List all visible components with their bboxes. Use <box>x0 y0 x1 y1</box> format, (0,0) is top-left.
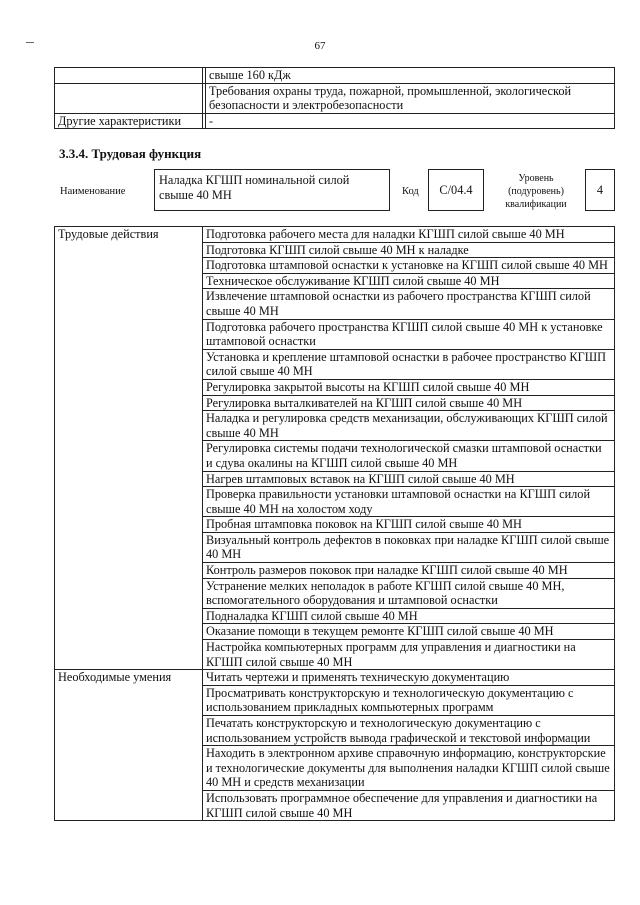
function-name-box: Наладка КГШП номинальной силой свыше 40 МН <box>154 169 390 211</box>
labor-actions-item: Устранение мелких неполадок в работе КГШП силой свыше 40 МН, вспомогательного оборудования и штамповой оснастки <box>203 578 615 608</box>
row-text: - <box>206 113 615 129</box>
table-row <box>55 83 615 113</box>
labor-actions-label: Трудовые действия <box>55 227 203 670</box>
skills-label: Необходимые умения <box>55 670 203 821</box>
labor-actions-item: Подналадка КГШП силой свыше 40 МН <box>203 608 615 624</box>
skills-item: Просматривать конструкторскую и технологическую документацию с использованием прикладных компьютерных программ <box>203 685 615 715</box>
labor-actions-item: Оказание помощи в текущем ремонте КГШП силой свыше 40 МН <box>203 624 615 640</box>
labor-actions-item: Техническое обслуживание КГШП силой свыше 40 МН <box>203 273 615 289</box>
row-text: свыше 160 кДж <box>206 68 615 84</box>
labor-actions-item: Проверка правильности установки штамповой оснастки на КГШП силой свыше 40 МН на холостом ходу <box>203 487 615 517</box>
page-number: 67 <box>314 40 326 52</box>
labor-function-table <box>54 226 615 821</box>
labor-actions-item: Наладка и регулировка средств механизации, обслуживающих КГШП силой свыше 40 МН <box>203 411 615 441</box>
level-value-box: 4 <box>585 169 615 211</box>
table-row <box>55 227 615 243</box>
labor-actions-item: Настройка компьютерных программ для управления и диагностики на КГШП силой свыше 40 МН <box>203 640 615 670</box>
labor-actions-item: Контроль размеров поковок при наладке КГШП силой свыше 40 МН <box>203 563 615 579</box>
table-row <box>55 113 615 129</box>
row-label <box>55 83 203 113</box>
name-label: Наименование <box>60 186 126 197</box>
code-value-box: С/04.4 <box>428 169 484 211</box>
row-label <box>55 68 203 84</box>
labor-actions-item: Подготовка рабочего места для наладки КГШП силой свыше 40 МН <box>203 227 615 243</box>
section-title: 3.3.4. Трудовая функция <box>59 146 202 161</box>
skills-item: Печатать конструкторскую и технологическую документацию с использованием устройств вывода графической и текстовой информации <box>203 716 615 746</box>
labor-actions-item: Регулировка закрытой высоты на КГШП силой свыше 40 МН <box>203 379 615 395</box>
code-label: Код <box>402 186 419 197</box>
skills-item: Читать чертежи и применять техническую документацию <box>203 670 615 686</box>
labor-actions-item: Установка и крепление штамповой оснастки в рабочее пространство КГШП силой свыше 40 МН <box>203 349 615 379</box>
skills-item: Находить в электронном архиве справочную информацию, конструкторские и технологические документы для выполнения наладки КГШП силой свыше 40 МН и средств механизации <box>203 746 615 791</box>
level-label <box>494 172 578 211</box>
table-row <box>55 670 615 686</box>
labor-actions-item: Визуальный контроль дефектов в поковках при наладке КГШП силой свыше 40 МН <box>203 532 615 562</box>
labor-actions-item: Подготовка штамповой оснастки к установке на КГШП силой свыше 40 МН <box>203 258 615 274</box>
table-row <box>55 68 615 84</box>
labor-actions-item: Извлечение штамповой оснастки из рабочего пространства КГШП силой свыше 40 МН <box>203 289 615 319</box>
level-label-line: Уровень <box>518 173 554 184</box>
skills-item: Использовать программное обеспечение для управления и диагностики на КГШП силой свыше 40 МН <box>203 790 615 820</box>
labor-actions-item: Пробная штамповка поковок на КГШП силой свыше 40 МН <box>203 517 615 533</box>
labor-actions-item: Подготовка рабочего пространства КГШП силой свыше 40 МН к установке штамповой оснастки <box>203 319 615 349</box>
row-label: Другие характеристики <box>55 113 203 129</box>
labor-actions-item: Регулировка системы подачи технологической смазки штамповой оснастки и сдува окалины на КГШП силой свыше 40 МН <box>203 441 615 471</box>
level-label-line: (подуровень) <box>508 186 564 197</box>
level-label-line: квалификации <box>505 199 567 210</box>
labor-actions-item: Нагрев штамповых вставок на КГШП силой свыше 40 МН <box>203 471 615 487</box>
labor-actions-item: Регулировка выталкивателей на КГШП силой свыше 40 МН <box>203 395 615 411</box>
top-characteristics-table <box>54 67 615 129</box>
labor-actions-item: Подготовка КГШП силой свыше 40 МН к наладке <box>203 242 615 258</box>
row-text: Требования охраны труда, пожарной, промышленной, экологической безопасности и электробезопасности <box>206 83 615 113</box>
